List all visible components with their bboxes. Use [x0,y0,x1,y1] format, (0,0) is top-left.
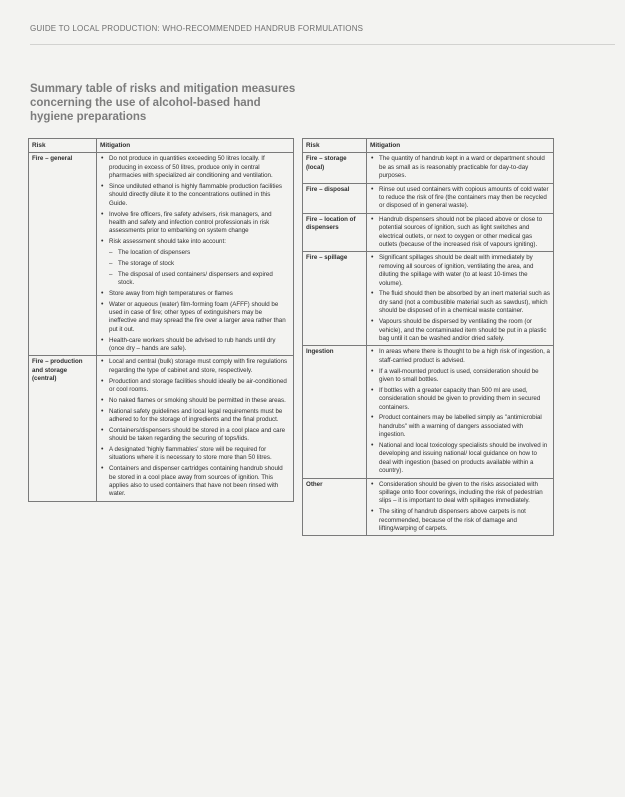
mitigation-item: • Store away from high temperatures or flames [100,290,290,298]
mitigation-item: • Production and storage facilities should ideally be air-conditioned or cool rooms. [100,378,290,395]
mitigation-subitem: – The storage of stock [100,260,290,268]
table-row [303,213,554,252]
mitigation-item: • Do not produce in quantities exceeding 50 litres locally. If producing in excess of 50 litres, produce only in central pharmacies with specialized air conditioning and ventilation. [100,155,290,180]
mitigation-list [100,155,290,353]
mitigation-item: • The quantity of handrub kept in a ward or department should be as small as is reasonably practicable for day-to-day purposes. [370,155,550,180]
mitigation-item: • Consideration should be given to the risks associated with spillage onto floor coverings, including the risk of pedestrian slips – it is important to deal with spillages immediately. [370,481,550,506]
table-row [303,183,554,213]
mitigation-item: • Containers/dispensers should be stored in a cool place and care should be taken regarding the securing of tops/lids. [100,427,290,444]
mitigation-list [370,216,550,250]
mitigation-cell [367,346,554,478]
mitigation-cell [367,213,554,252]
mitigation-item: • If a wall-mounted product is used, consideration should be given to small bottles. [370,368,550,385]
risk-cell: Fire – production and storage (central) [29,356,97,501]
section-title: Summary table of risks and mitigation measures concerning the use of alcohol-based hand hygiene preparations [30,83,296,123]
table-row [303,478,554,536]
mitigation-list [370,155,550,180]
risk-cell: Fire – spillage [303,252,367,346]
mitigation-item: • Health-care workers should be advised to rub hands until dry (once dry – hands are safe). [100,337,290,354]
risk-cell: Ingestion [303,346,367,478]
mitigation-item: • Handrub dispensers should not be placed above or close to potential sources of ignition, such as light switches and electrical outlets, or next to oxygen or other medical gas outlets (because of the increased risk of vapours igniting). [370,216,550,250]
mitigation-subitem: – The disposal of used containers/ dispensers and expired stock. [100,271,290,288]
mitigation-item: • Since undiluted ethanol is highly flammable production facilities should directly dilute it to the concentrations outlined in this Guide. [100,183,290,208]
mitigation-item: • The siting of handrub dispensers above carpets is not recommended, because of the risk of damage and lifting/warping of carpets. [370,508,550,533]
mitigation-subitem: – The location of dispensers [100,249,290,257]
mitigation-list [370,481,550,534]
risk-table-left [28,138,294,502]
mitigation-item: • Rinse out used containers with copious amounts of cold water to reduce the risk of fire (the containers may then be recycled or disposed of in general waste). [370,186,550,211]
table-row [29,153,294,356]
mitigation-item: • Product containers may be labelled simply as "antimicrobial handrubs" with a warning of dangers associated with ingestion. [370,414,550,439]
mitigation-list [100,358,290,498]
mitigation-item: • Water or aqueous (water) film-forming foam (AFFF) should be used in case of fire; other types of extinguishers may be ineffective and may spread the fire over a larger area rather than put it out. [100,301,290,335]
mitigation-item: • In areas where there is thought to be a high risk of ingestion, a staff-carried product is advised. [370,348,550,365]
mitigation-item: • A designated 'highly flammables' store will be required for situations where it is necessary to store more than 50 litres. [100,446,290,463]
risk-cell: Fire – general [29,153,97,356]
risk-table-right [302,138,554,536]
mitigation-column-header: Mitigation [367,139,554,153]
mitigation-item: • Containers and dispenser cartridges containing handrub should be stored in a cool place away from sources of ignition. This applies also to used containers that have not been rinsed with water. [100,465,290,499]
mitigation-cell [97,356,294,501]
mitigation-list [370,254,550,343]
table-row [303,252,554,346]
risk-column-header: Risk [303,139,367,153]
mitigation-item: • Risk assessment should take into account: [100,238,290,246]
mitigation-column-header: Mitigation [97,139,294,153]
mitigation-cell [367,153,554,183]
risk-cell: Fire – location of dispensers [303,213,367,252]
risk-cell: Other [303,478,367,536]
mitigation-list [370,186,550,211]
risk-column-header: Risk [29,139,97,153]
header-rule [30,44,615,45]
mitigation-list [370,348,550,475]
risk-cell: Fire – storage (local) [303,153,367,183]
mitigation-item: • National safety guidelines and local legal requirements must be adhered to for the storage of ingredients and the final product. [100,408,290,425]
mitigation-cell [367,183,554,213]
mitigation-item: • National and local toxicology specialists should be involved in developing and issuing national/ local guidance on how to deal with ingestion (based on products available within a country). [370,442,550,476]
mitigation-item: • Involve fire officers, fire safety advisers, risk managers, and health and safety and infection control professionals in risk assessments prior to embarking on system change [100,211,290,236]
mitigation-cell [97,153,294,356]
mitigation-cell [367,478,554,536]
mitigation-item: • The fluid should then be absorbed by an inert material such as dry sand (not a combustible material such as sawdust), which should be disposed of in a chemical waste container. [370,290,550,315]
table-row [29,356,294,501]
mitigation-item: • Local and central (bulk) storage must comply with fire regulations regarding the type of cabinet and store, respectively. [100,358,290,375]
mitigation-item: • Vapours should be dispersed by ventilating the room (or vehicle), and the contaminated item should be put in a plastic bag until it can be washed and/or dried safely. [370,318,550,343]
risk-cell: Fire – disposal [303,183,367,213]
mitigation-item: • No naked flames or smoking should be permitted in these areas. [100,397,290,405]
mitigation-item: • If bottles with a greater capacity than 500 ml are used, consideration should be given to providing them in secured containers. [370,387,550,412]
running-header: GUIDE TO LOCAL PRODUCTION: WHO-RECOMMENDED HANDRUB FORMULATIONS [30,24,364,33]
table-row [303,346,554,478]
table-row [303,153,554,183]
mitigation-cell [367,252,554,346]
mitigation-item: • Significant spillages should be dealt with immediately by removing all sources of ignition, ventilating the area, and diluting the spillage with water (to at least 10-times the volume). [370,254,550,288]
